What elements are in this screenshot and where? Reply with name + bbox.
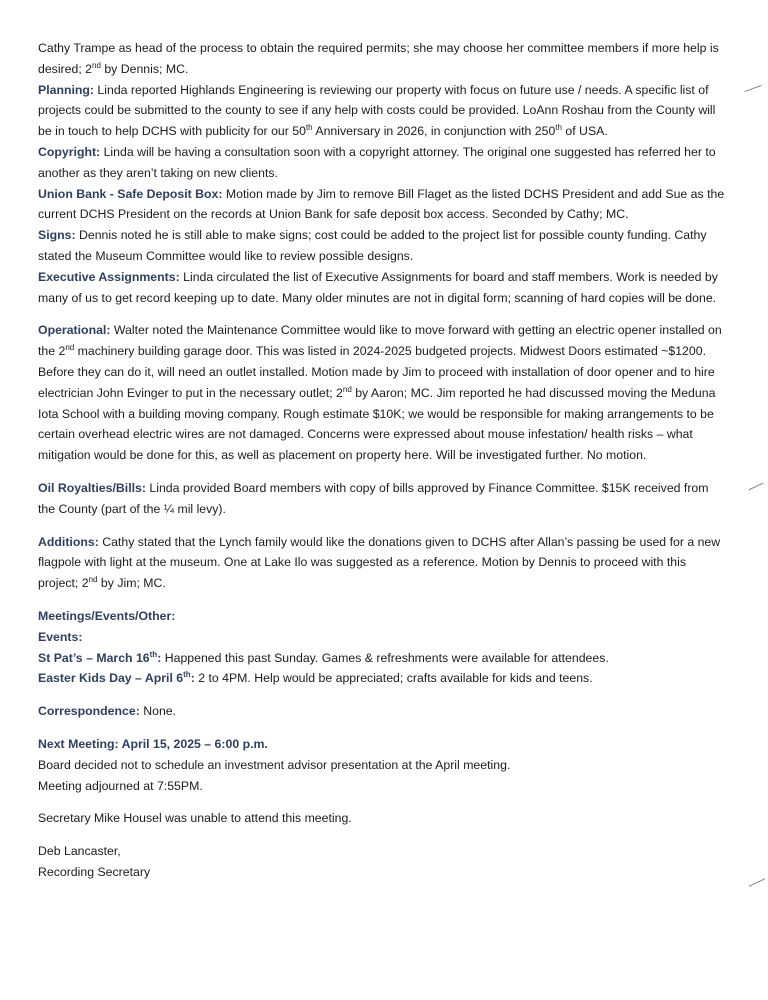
section-heading: Meetings/Events/Other: — [38, 608, 176, 623]
section-heading: Copyright: — [38, 144, 101, 159]
section-heading: Operational: — [38, 323, 111, 338]
section-heading: th — [183, 670, 191, 680]
paragraph — [38, 776, 728, 797]
section-heading: Easter Kids Day – April 6 — [38, 671, 184, 686]
paragraph-text: Walter noted the Maintenance Committee would like to move forward with getting an electric opener installed on the 2 — [38, 323, 722, 359]
paragraph-text: Linda reported Highlands Engineering is reviewing our property with focus on future use / needs. A specific list of projects could be submitted to the county to see if any help with costs could be provided. LoAnn Roshau from the County will be in touch to help DCHS with publicity for our 50 — [38, 82, 716, 139]
section-heading: Union Bank - Safe Deposit Box: — [38, 186, 223, 201]
paragraph-text: th — [305, 123, 313, 133]
paragraph-text: Cathy Trampe as head of the process to obtain the required permits; she may choose her committee members if more help is desired; 2 — [38, 41, 719, 76]
paragraph-text: 2 to 4PM. Help would be appreciated; crafts available for kids and teens. — [194, 671, 593, 686]
section-heading: : — [157, 650, 162, 665]
paragraph-text: by Aaron; MC. Jim reported he had discussed moving the Meduna Iota School with a building moving company. Rough estimate $10K; we would be responsible for making arrangements to be certain overhead electric wires are not damaged. Concerns were expressed about mouse infestation/ health risks – what mitigation would be done for this, as well as placement on property here. Will be investigated further. No motion. — [38, 385, 716, 463]
paragraph — [38, 734, 728, 755]
section-heading: St Pat’s – March 16 — [38, 650, 150, 665]
paragraph-text: Linda circulated the list of Executive Assignments for board and staff members. Work is needed by many of us to get record keeping up to date. Many older minutes are not in digital form; scanning of hard copies will be done. — [38, 269, 718, 305]
paragraph-text: machinery building garage door. This was listed in 2024-2025 budgeted projects. Midwest Doors estimated ~$1200. Before they can do it, will need an outlet installed. Motion made by Jim to proceed with installation of door opener and to hire electrician John Evinger to put in the necessary outlet; 2 — [38, 344, 715, 400]
paragraph — [38, 80, 728, 142]
paragraph-text: by Dennis; MC. — [100, 61, 189, 76]
paragraph — [38, 142, 728, 184]
paragraph-gap — [38, 689, 728, 701]
paragraph-text: nd — [92, 60, 101, 70]
section-heading: : — [190, 671, 195, 686]
paragraph-text: th — [555, 123, 562, 133]
paragraph — [38, 862, 728, 883]
section-heading: Executive Assignments: — [38, 269, 180, 284]
paragraph — [38, 648, 728, 669]
paragraph-gap — [38, 796, 728, 808]
paragraph — [38, 627, 728, 648]
paragraph — [38, 701, 728, 722]
paragraph-text: Linda will be having a consultation soon with a copyright attorney. The original one suggested has referred her to another as they aren’t taking on new clients. — [38, 144, 716, 180]
scan-artifact — [749, 483, 764, 491]
paragraph — [38, 478, 728, 520]
paragraph-text: of USA. — [561, 124, 608, 139]
paragraph-text: Anniversary in 2026, in conjunction with 250 — [312, 124, 556, 139]
scan-artifact — [749, 878, 766, 887]
section-heading: Next Meeting: April 15, 2025 – 6:00 p.m. — [38, 736, 268, 751]
paragraph-gap — [38, 520, 728, 532]
section-heading: Oil Royalties/Bills: — [38, 480, 146, 495]
paragraph-text: nd — [342, 384, 352, 394]
paragraph-text: by Jim; MC. — [97, 576, 166, 591]
paragraph-gap — [38, 594, 728, 606]
paragraph — [38, 225, 728, 267]
paragraph-text: Board decided not to schedule an investment advisor presentation at the April meeting. — [38, 757, 511, 772]
paragraph — [38, 606, 728, 627]
scan-artifact — [744, 85, 761, 92]
paragraph-text: nd — [88, 575, 98, 585]
paragraph-text: Secretary Mike Housel was unable to attend this meeting. — [38, 811, 352, 826]
paragraph-text: Dennis noted he is still able to make signs; cost could be added to the project list for possible county funding. Cathy stated the Museum Committee would like to review possible designs. — [38, 228, 707, 263]
paragraph-gap — [38, 829, 728, 841]
paragraph — [38, 320, 728, 466]
paragraph — [38, 38, 728, 80]
paragraph-gap — [38, 466, 728, 478]
paragraph — [38, 808, 728, 829]
section-heading: Correspondence: — [38, 704, 140, 719]
paragraph-text: Motion made by Jim to remove Bill Flaget as the listed DCHS President and add Sue as the current DCHS President on the records at Union Bank for safe deposit box access. Seconded by Cathy; MC. — [38, 186, 725, 222]
paragraph-text: None. — [139, 704, 177, 719]
section-heading: Events: — [38, 629, 83, 644]
paragraph-text: Linda provided Board members with copy of bills approved by Finance Committee. $15K received from the County (part of the ¼ mil levy). — [38, 480, 709, 516]
section-heading: Signs: — [38, 228, 76, 243]
paragraph — [38, 668, 728, 689]
paragraph — [38, 184, 728, 226]
paragraph-gap — [38, 308, 728, 320]
section-heading: Planning: — [38, 82, 95, 97]
document-page — [38, 38, 728, 883]
minutes-body — [38, 38, 728, 883]
paragraph — [38, 532, 728, 594]
paragraph-text: Meeting adjourned at 7:55PM. — [38, 778, 203, 793]
section-heading: th — [149, 649, 158, 659]
paragraph — [38, 755, 728, 776]
paragraph — [38, 267, 728, 309]
paragraph-text: Happened this past Sunday. Games & refreshments were available for attendees. — [161, 650, 609, 665]
paragraph-text: Recording Secretary — [38, 864, 151, 879]
paragraph-gap — [38, 722, 728, 734]
paragraph — [38, 841, 728, 862]
section-heading: Additions: — [38, 534, 99, 549]
paragraph-text: Deb Lancaster, — [38, 844, 121, 859]
paragraph-text: Cathy stated that the Lynch family would like the donations given to DCHS after Allan’s passing be used for a new flagpole with light at the museum. One at Lake Ilo was suggested as a reference. Motion by Dennis to proceed with this project; 2 — [38, 534, 721, 591]
paragraph-text: nd — [65, 343, 75, 353]
